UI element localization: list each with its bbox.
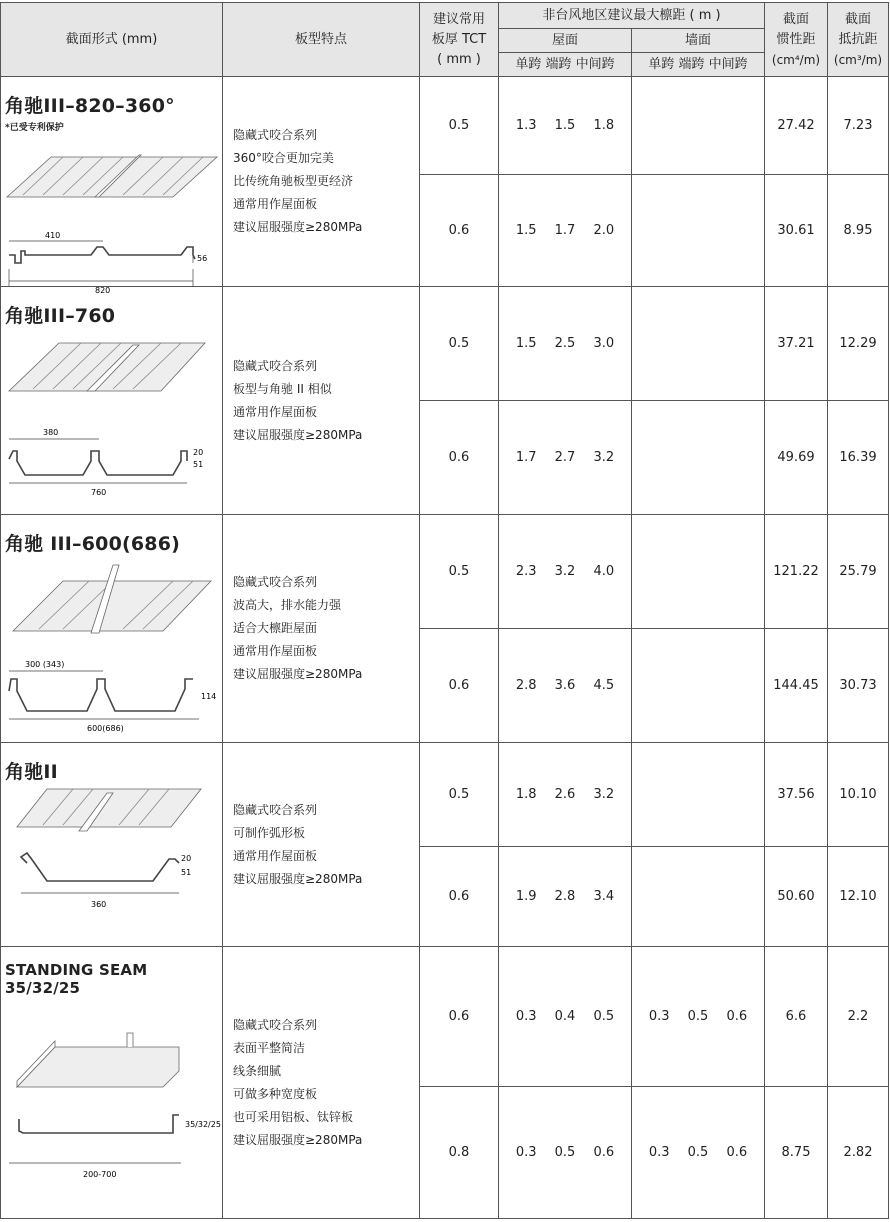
dim-height: 35/32/25 bbox=[185, 1120, 221, 1129]
roof-end-value: 3.2 bbox=[554, 564, 576, 579]
feature-item: 隐藏式咬合系列 bbox=[233, 1017, 318, 1032]
wall-end-span: 端跨 bbox=[678, 56, 705, 72]
features-cell bbox=[223, 947, 420, 1219]
feature-item: 适合大檩距屋面 bbox=[233, 621, 318, 635]
roof-single-value: 1.9 bbox=[515, 889, 537, 904]
profile-cell bbox=[1, 287, 223, 515]
wall-mid-span: 中间跨 bbox=[708, 56, 748, 72]
feature-item: 通常用作屋面板 bbox=[233, 644, 318, 658]
roof-single-value: 0.3 bbox=[515, 1145, 537, 1160]
product-row bbox=[1, 77, 889, 175]
roof-mid-span: 中间跨 bbox=[575, 56, 615, 72]
resist-value: 8.95 bbox=[828, 175, 889, 287]
roof-values bbox=[499, 629, 632, 743]
feature-item: 表面平整简洁 bbox=[233, 1040, 306, 1055]
thickness-value: 0.5 bbox=[420, 743, 499, 847]
dim-height-1: 20 bbox=[181, 854, 192, 863]
feature-item: 可制作弧形板 bbox=[233, 825, 306, 840]
resist-unit: (cm³/m) bbox=[833, 52, 883, 67]
feature-item: 隐藏式咬合系列 bbox=[233, 575, 318, 589]
feature-item: 通常用作屋面板 bbox=[233, 197, 318, 211]
resist-value: 10.10 bbox=[828, 743, 889, 847]
roof-mid-value: 3.0 bbox=[593, 336, 615, 351]
wall-values bbox=[632, 847, 765, 947]
spec-table bbox=[0, 2, 889, 1219]
dim-total: 760 bbox=[91, 488, 107, 497]
roof-mid-value: 3.2 bbox=[593, 450, 615, 465]
wall-values bbox=[632, 77, 765, 175]
resist-label-2: 抵抗距 bbox=[838, 31, 878, 47]
profile-drawing bbox=[3, 137, 221, 307]
header-resist bbox=[828, 3, 889, 77]
roof-single-value: 0.3 bbox=[515, 1009, 537, 1024]
thickness-value: 0.6 bbox=[420, 847, 499, 947]
patent-note: *已受专利保护 bbox=[5, 123, 64, 133]
roof-mid-value: 0.5 bbox=[593, 1009, 615, 1024]
wall-values bbox=[632, 629, 765, 743]
dim-height-2: 51 bbox=[193, 460, 204, 469]
product-row bbox=[1, 287, 889, 401]
thickness-label-2: 板厚 TCT bbox=[431, 31, 487, 47]
header-wall-spans bbox=[632, 53, 765, 77]
dim-width: 410 bbox=[45, 231, 61, 240]
dim-total: 200-700 bbox=[83, 1170, 117, 1179]
thickness-label-1: 建议常用 bbox=[432, 11, 485, 27]
resist-value: 2.2 bbox=[828, 947, 889, 1087]
thickness-value: 0.6 bbox=[420, 175, 499, 287]
roof-values bbox=[499, 401, 632, 515]
header-wall: 墙面 bbox=[632, 29, 765, 53]
profile-name: 角驰III–760 bbox=[5, 305, 116, 327]
roof-values bbox=[499, 947, 632, 1087]
wall-values bbox=[632, 947, 765, 1087]
feature-item: 通常用作屋面板 bbox=[233, 404, 318, 419]
thickness-value: 0.5 bbox=[420, 287, 499, 401]
roof-end-span: 端跨 bbox=[545, 56, 572, 72]
header-thickness bbox=[420, 3, 499, 77]
wall-values bbox=[632, 515, 765, 629]
dim-height-1: 20 bbox=[193, 448, 204, 457]
profile-drawing bbox=[3, 779, 221, 949]
feature-item: 建议屈服强度≥280MPa bbox=[233, 1132, 363, 1147]
inertia-value: 27.42 bbox=[765, 77, 828, 175]
inertia-value: 37.21 bbox=[765, 287, 828, 401]
wall-mid-value: 0.6 bbox=[726, 1145, 748, 1160]
product-row bbox=[1, 743, 889, 847]
header-plate-features: 板型特点 bbox=[223, 3, 420, 77]
resist-value: 16.39 bbox=[828, 401, 889, 515]
roof-end-value: 0.4 bbox=[554, 1009, 576, 1024]
roof-mid-value: 0.6 bbox=[593, 1145, 615, 1160]
product-row bbox=[1, 515, 889, 629]
resist-value: 25.79 bbox=[828, 515, 889, 629]
profile-drawing bbox=[3, 1007, 221, 1207]
profile-name: 角驰III–820–360° bbox=[5, 95, 175, 117]
roof-mid-value: 3.4 bbox=[593, 889, 615, 904]
roof-end-value: 0.5 bbox=[554, 1145, 576, 1160]
features-cell bbox=[223, 743, 420, 947]
profile-cell bbox=[1, 743, 223, 947]
resist-value: 30.73 bbox=[828, 629, 889, 743]
thickness-value: 0.6 bbox=[420, 629, 499, 743]
roof-mid-value: 1.8 bbox=[593, 118, 615, 133]
roof-single-value: 1.8 bbox=[515, 787, 537, 802]
header-roof: 屋面 bbox=[499, 29, 632, 53]
roof-values bbox=[499, 77, 632, 175]
profile-name: STANDING SEAM 35/32/25 bbox=[5, 961, 148, 997]
product-row bbox=[1, 947, 889, 1087]
roof-single-value: 2.8 bbox=[515, 678, 537, 693]
dim-height: 114 bbox=[201, 692, 217, 701]
roof-values bbox=[499, 743, 632, 847]
feature-item: 建议屈服强度≥280MPa bbox=[233, 427, 363, 442]
feature-item: 通常用作屋面板 bbox=[233, 848, 318, 863]
feature-item: 可做多种宽度板 bbox=[233, 1086, 318, 1101]
wall-values bbox=[632, 1087, 765, 1219]
wall-values bbox=[632, 401, 765, 515]
header-row-1 bbox=[1, 3, 889, 29]
thickness-label-3: ( mm ) bbox=[437, 51, 481, 67]
dim-width: 380 bbox=[43, 428, 59, 437]
thickness-value: 0.6 bbox=[420, 401, 499, 515]
roof-end-value: 2.7 bbox=[554, 450, 576, 465]
wall-single-value: 0.3 bbox=[648, 1009, 670, 1024]
roof-end-value: 2.5 bbox=[554, 336, 576, 351]
inertia-value: 50.60 bbox=[765, 847, 828, 947]
feature-item: 360°咬合更加完美 bbox=[233, 151, 334, 165]
profile-cell bbox=[1, 77, 223, 295]
thickness-value: 0.8 bbox=[420, 1087, 499, 1219]
roof-single-value: 1.7 bbox=[515, 450, 537, 465]
inertia-label-1: 截面 bbox=[782, 11, 809, 27]
dim-height: 56 bbox=[197, 254, 208, 263]
profile-name: 角驰 III–600(686) bbox=[5, 533, 181, 555]
feature-item: 也可采用铝板、钛锌板 bbox=[233, 1109, 354, 1124]
roof-single-value: 1.5 bbox=[515, 336, 537, 351]
roof-values bbox=[499, 175, 632, 287]
wall-end-value: 0.5 bbox=[687, 1145, 709, 1160]
dim-height-2: 51 bbox=[181, 868, 192, 877]
feature-item: 隐藏式咬合系列 bbox=[233, 128, 318, 142]
feature-item: 隐藏式咬合系列 bbox=[233, 358, 318, 373]
wall-mid-value: 0.6 bbox=[726, 1009, 748, 1024]
roof-end-value: 3.6 bbox=[554, 678, 576, 693]
feature-item: 建议屈服强度≥280MPa bbox=[233, 220, 363, 234]
wall-values bbox=[632, 743, 765, 847]
feature-item: 线条细腻 bbox=[233, 1063, 282, 1078]
roof-end-value: 2.8 bbox=[554, 889, 576, 904]
profile-drawing bbox=[3, 561, 221, 741]
features-cell bbox=[223, 515, 420, 743]
thickness-value: 0.5 bbox=[420, 77, 499, 175]
thickness-value: 0.6 bbox=[420, 947, 499, 1087]
dim-width: 300 (343) bbox=[25, 660, 65, 669]
features-cell bbox=[223, 77, 420, 287]
wall-single-value: 0.3 bbox=[648, 1145, 670, 1160]
features-cell bbox=[223, 287, 420, 515]
header-section-form: 截面形式 (mm) bbox=[1, 3, 223, 77]
resist-label-1: 截面 bbox=[844, 11, 871, 27]
wall-single-span: 单跨 bbox=[648, 56, 675, 72]
resist-value: 7.23 bbox=[828, 77, 889, 175]
feature-item: 建议屈服强度≥280MPa bbox=[233, 871, 363, 886]
resist-value: 12.29 bbox=[828, 287, 889, 401]
header-inertia bbox=[765, 3, 828, 77]
header-purlin-title: 非台风地区建议最大檩距 ( m ) bbox=[499, 3, 765, 29]
profile-cell bbox=[1, 515, 223, 743]
thickness-value: 0.5 bbox=[420, 515, 499, 629]
profile-drawing bbox=[3, 331, 221, 511]
inertia-label-2: 惯性距 bbox=[776, 31, 816, 47]
inertia-value: 144.45 bbox=[765, 629, 828, 743]
feature-item: 比传统角驰板型更经济 bbox=[233, 174, 354, 188]
inertia-value: 6.6 bbox=[765, 947, 828, 1087]
inertia-value: 37.56 bbox=[765, 743, 828, 847]
wall-values bbox=[632, 287, 765, 401]
roof-single-value: 1.3 bbox=[515, 118, 537, 133]
profile-name: 角驰II bbox=[5, 761, 58, 783]
roof-values bbox=[499, 847, 632, 947]
roof-end-value: 1.5 bbox=[554, 118, 576, 133]
dim-total: 360 bbox=[91, 900, 107, 909]
roof-mid-value: 4.0 bbox=[593, 564, 615, 579]
header-roof-spans bbox=[499, 53, 632, 77]
dim-total: 600(686) bbox=[87, 724, 124, 733]
roof-end-value: 2.6 bbox=[554, 787, 576, 802]
profile-cell bbox=[1, 947, 223, 1219]
roof-values bbox=[499, 515, 632, 629]
inertia-unit: (cm⁴/m) bbox=[771, 52, 821, 67]
roof-end-value: 1.7 bbox=[554, 223, 576, 238]
roof-mid-value: 2.0 bbox=[593, 223, 615, 238]
inertia-value: 8.75 bbox=[765, 1087, 828, 1219]
roof-values bbox=[499, 287, 632, 401]
feature-item: 隐藏式咬合系列 bbox=[233, 802, 318, 817]
roof-mid-value: 4.5 bbox=[593, 678, 615, 693]
resist-value: 12.10 bbox=[828, 847, 889, 947]
dim-total: 820 bbox=[95, 286, 111, 295]
inertia-value: 121.22 bbox=[765, 515, 828, 629]
inertia-value: 49.69 bbox=[765, 401, 828, 515]
roof-single-value: 2.3 bbox=[515, 564, 537, 579]
wall-values bbox=[632, 175, 765, 287]
feature-item: 建议屈服强度≥280MPa bbox=[233, 667, 363, 681]
roof-single-span: 单跨 bbox=[515, 56, 542, 72]
resist-value: 2.82 bbox=[828, 1087, 889, 1219]
roof-values bbox=[499, 1087, 632, 1219]
wall-end-value: 0.5 bbox=[687, 1009, 709, 1024]
inertia-value: 30.61 bbox=[765, 175, 828, 287]
roof-single-value: 1.5 bbox=[515, 223, 537, 238]
roof-mid-value: 3.2 bbox=[593, 787, 615, 802]
feature-item: 波高大，排水能力强 bbox=[233, 598, 342, 612]
feature-item: 板型与角驰 II 相似 bbox=[233, 381, 332, 396]
